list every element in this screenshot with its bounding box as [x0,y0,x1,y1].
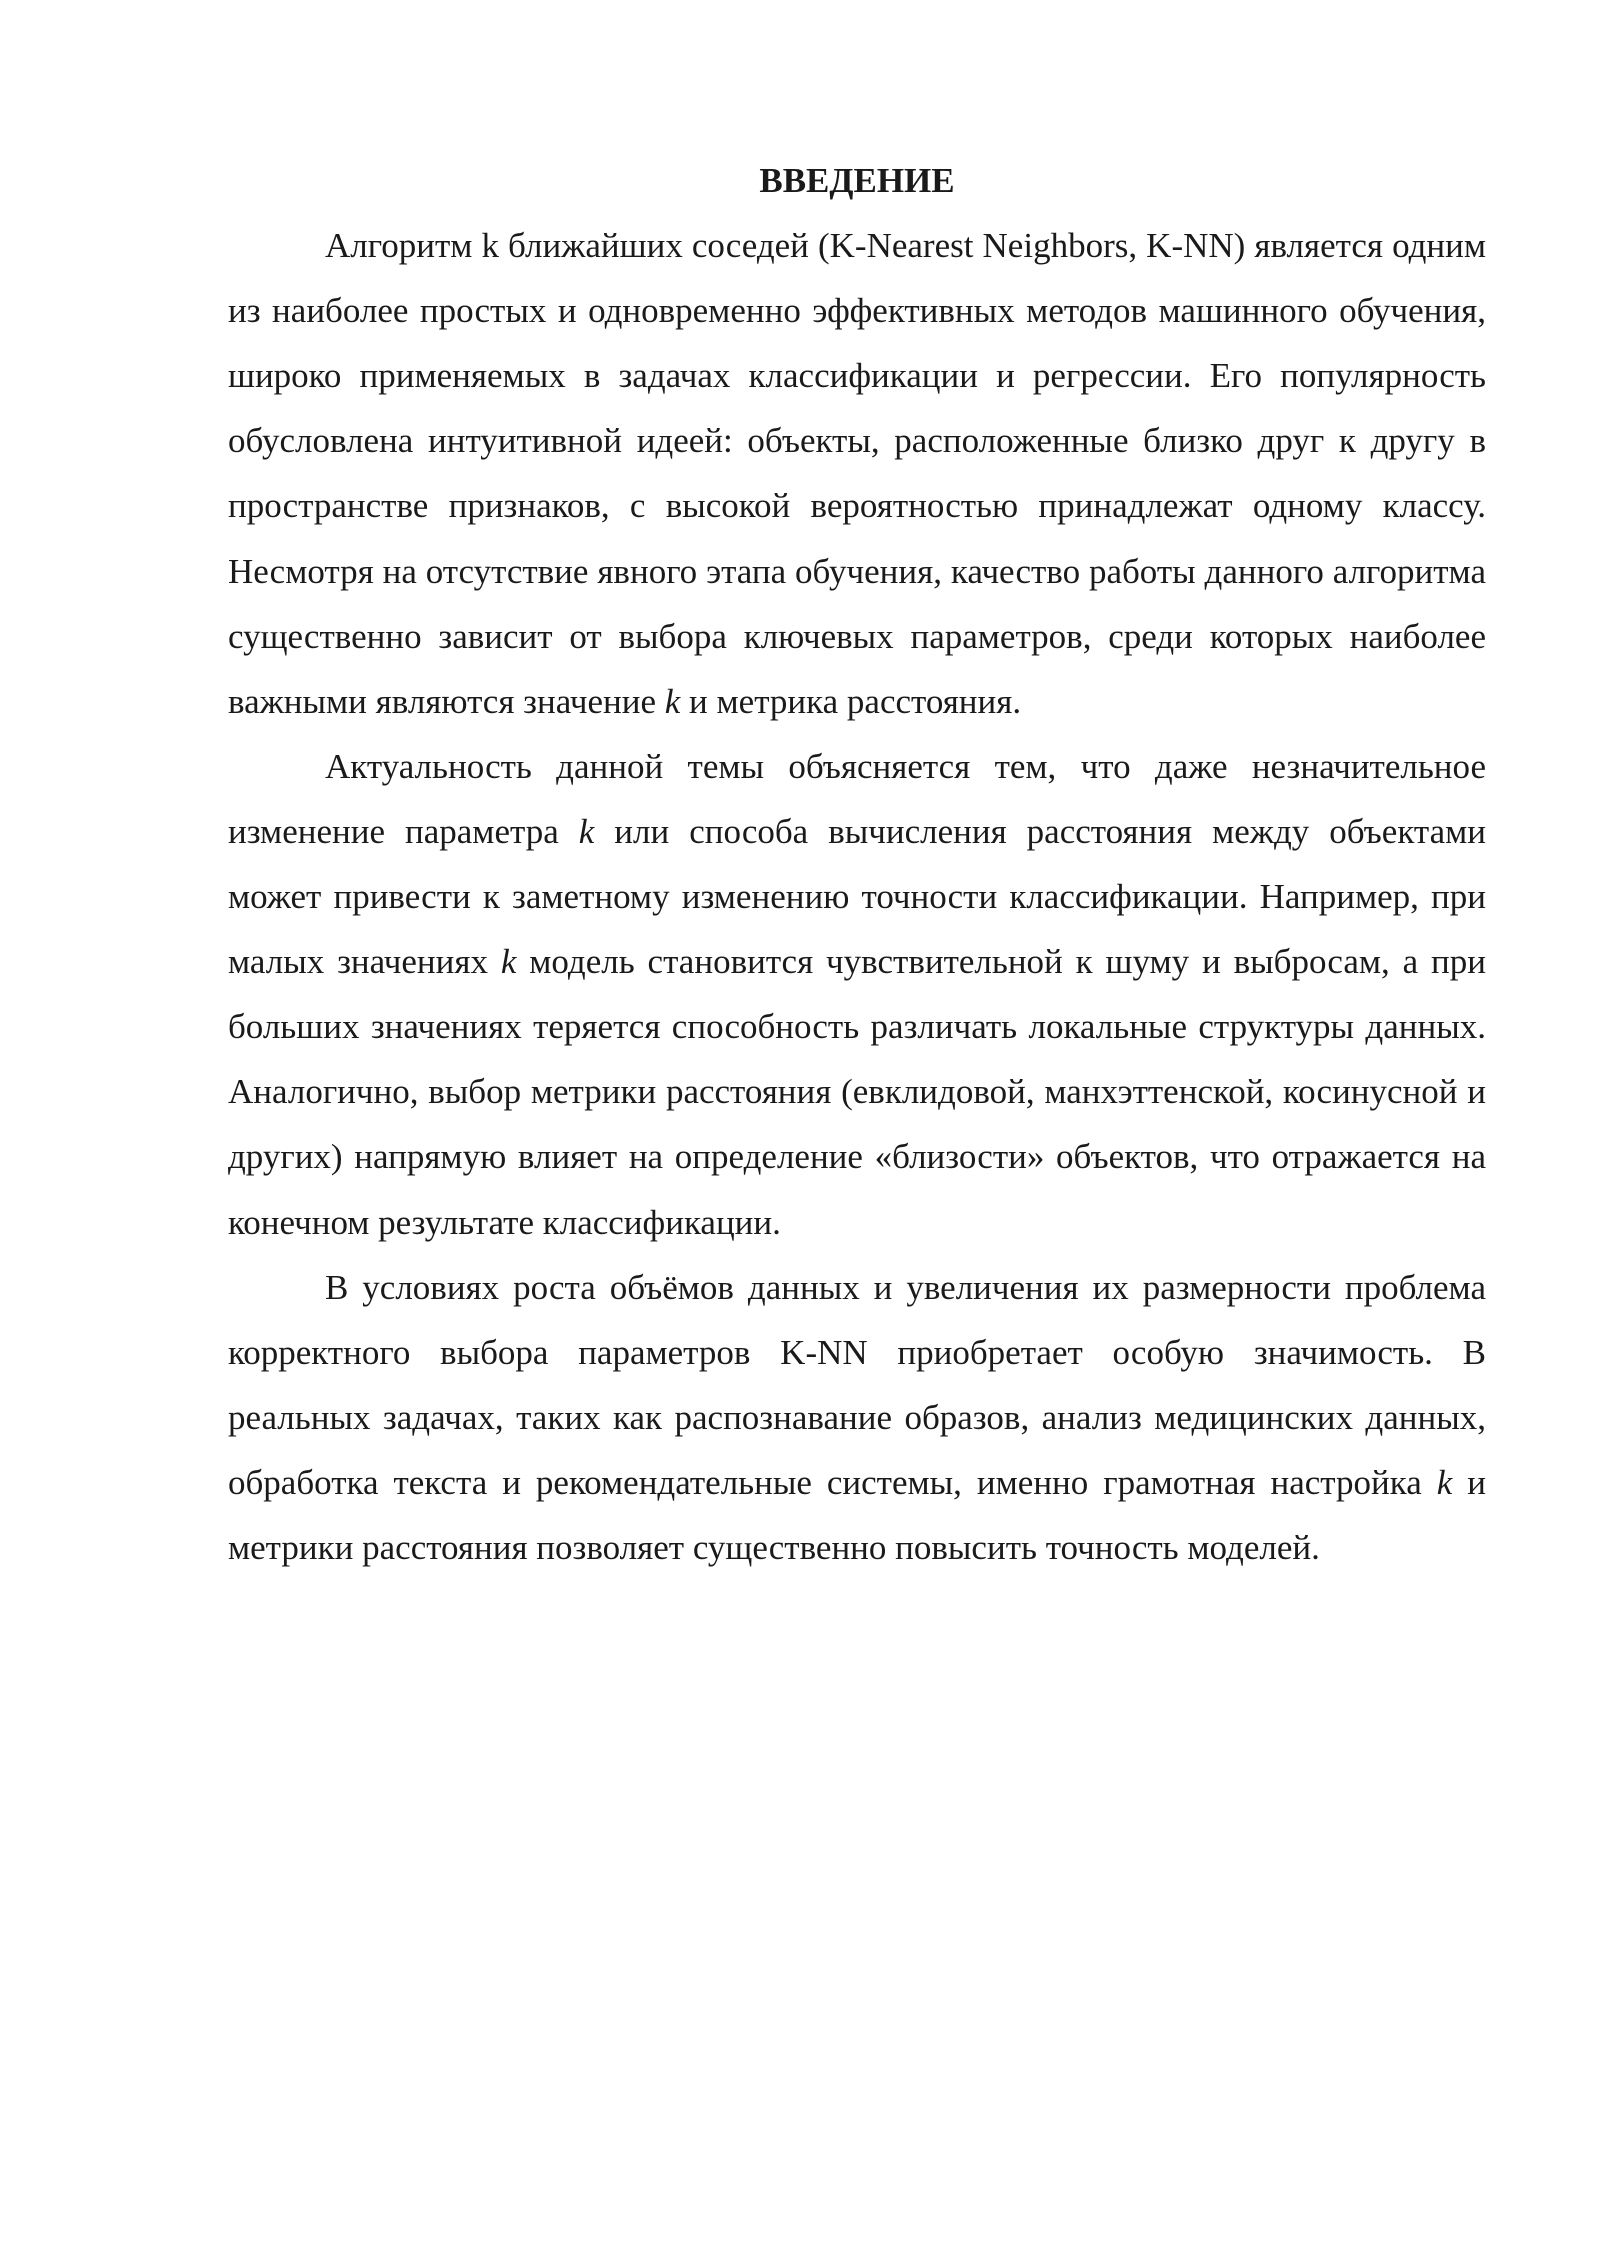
paragraph-2 [228,734,1486,1255]
paragraph-3 [228,1255,1486,1580]
document-body [228,148,1486,1580]
paragraph-1 [228,213,1486,734]
variable-k: k [500,942,517,982]
paragraph-text: и метрики расстояния позволяет существенно повысить точность моделей. [228,1462,1486,1567]
paragraph-text: модель становится чувствительной к шуму и выбросам, а при больших значениях теряется способность различать локальные структуры данных. Аналогично, выбор метрики расстояния (евклидовой, манхэттенской, косинусной и других) напрямую влияет на определение «близости» объектов, что отражается на конечном результате классификации. [228,942,1486,1242]
paragraph-text: В условиях роста объёмов данных и увеличения их размерности проблема корректного выбора параметров K-NN приобретает особую значимость. В реальных задачах, таких как распознавание образов, анализ медицинских данных, обработка текста и рекомендательные системы, именно грамотная настройка [228,1267,1486,1502]
paragraph-text: и метрика расстояния. [680,681,1022,721]
paragraph-text: Алгоритм k ближайших соседей (K-Nearest Neighbors, K-NN) является одним из наиболее простых и одновременно эффективных методов машинного обучения, широко применяемых в задачах классификации и регрессии. Его популярность обусловлена интуитивной идеей: объекты, расположенные близко друг к другу в пространстве признаков, с высокой вероятностью принадлежат одному классу. Несмотря на отсутствие явного этапа обучения, качество работы данного алгоритма существенно зависит от выбора ключевых параметров, среди которых наиболее важными являются значение [228,226,1486,721]
variable-k: k [1436,1462,1453,1502]
page-title: ВВЕДЕНИЕ [759,161,955,200]
paragraph-text: Актуальность данной темы объясняется тем, что даже незначительное изменение параметра [228,746,1486,851]
variable-k: k [664,681,681,721]
variable-k: k [578,811,595,851]
paragraph-text: или способа вычисления расстояния между объектами может привести к заметному изменению точности классификации. Например, при малых значениях [228,811,1486,982]
